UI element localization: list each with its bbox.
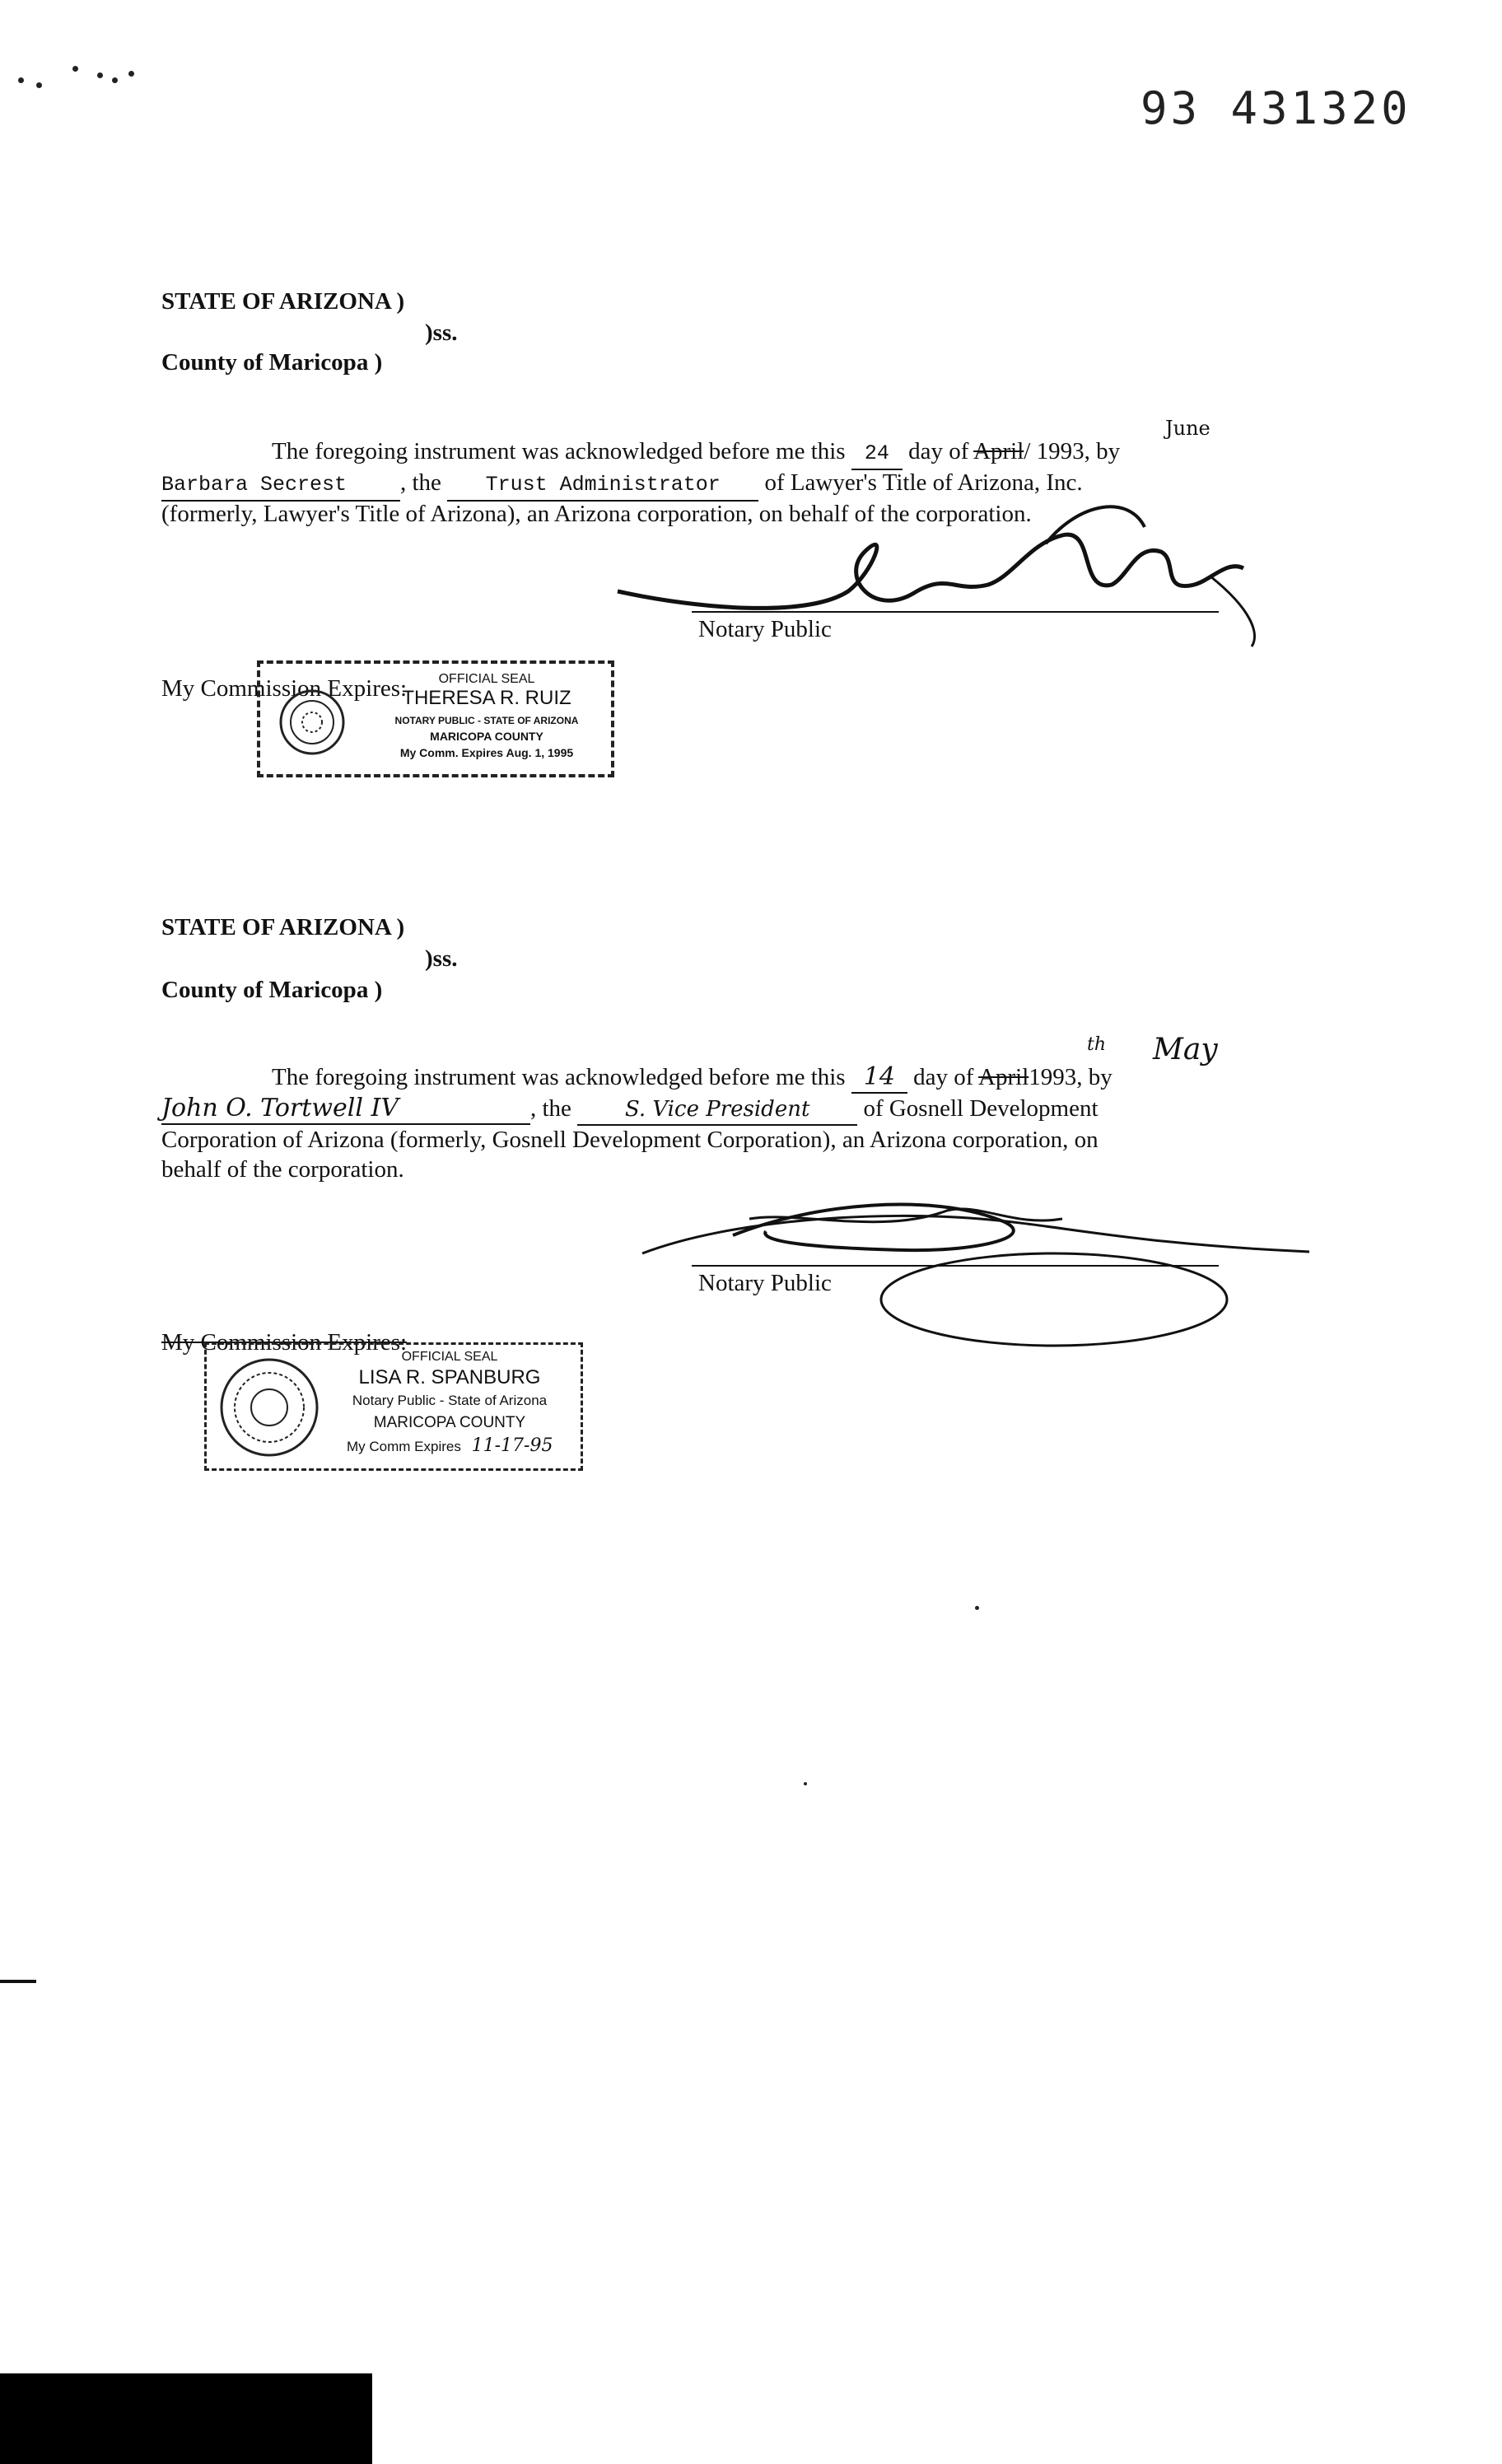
scan-speck bbox=[804, 1782, 807, 1785]
ack-text: The foregoing instrument was acknowledged before me this bbox=[272, 438, 846, 464]
scan-edge-mark bbox=[0, 1980, 36, 1983]
ack-line-3: (formerly, Lawyer's Title of Arizona), an Arizona corporation, on behalf of the corporation. bbox=[161, 501, 1032, 527]
commission-expires-label-1: My Commission Expires: bbox=[161, 675, 408, 702]
signer-title-field-2: S. Vice President bbox=[577, 1094, 857, 1126]
month-inserted: June bbox=[1165, 417, 1210, 440]
state-caption: STATE OF ARIZONA ) bbox=[161, 288, 405, 315]
ack-line-2-1 bbox=[272, 1062, 1113, 1094]
scan-black-bar bbox=[0, 2373, 372, 2464]
the-text-2: , the bbox=[530, 1095, 571, 1122]
notary-signature-line-2 bbox=[692, 1265, 1219, 1267]
state-caption-2: STATE OF ARIZONA ) bbox=[161, 914, 405, 940]
seal-title-1: OFFICIAL SEAL bbox=[438, 672, 535, 686]
scan-speck bbox=[36, 82, 42, 88]
month-inserted-2: May bbox=[1153, 1033, 1218, 1066]
ack-line-2-3: Corporation of Arizona (formerly, Gosnell Development Corporation), an Arizona corporation, on bbox=[161, 1127, 1099, 1153]
notary-signature-line-1 bbox=[692, 611, 1219, 613]
notary-public-label-1: Notary Public bbox=[698, 616, 832, 642]
county-caption: County of Maricopa ) bbox=[161, 349, 383, 376]
seal-title-2: OFFICIAL SEAL bbox=[401, 1350, 498, 1364]
month-struck-2: April bbox=[978, 1064, 1029, 1090]
company-text-2: of Gosnell Development bbox=[863, 1095, 1099, 1122]
company-text: of Lawyer's Title of Arizona, Inc. bbox=[764, 469, 1083, 496]
day-suffix-2: th bbox=[1087, 1034, 1107, 1055]
seal-name-2: LISA R. SPANBURG bbox=[358, 1366, 541, 1388]
commission-expires-label-2: My Commission Expires: bbox=[161, 1329, 408, 1356]
seal-expiry-date-2: 11-17-95 bbox=[471, 1435, 553, 1456]
county-caption-2: County of Maricopa ) bbox=[161, 977, 383, 1003]
ack-line-2-2 bbox=[161, 1094, 1099, 1126]
seal-comm-expires-2: My Comm Expires bbox=[347, 1439, 461, 1454]
ack-text-2: The foregoing instrument was acknowledged before me this bbox=[272, 1064, 846, 1090]
ack-line-1 bbox=[272, 436, 1120, 470]
ack-line-2-4: behalf of the corporation. bbox=[161, 1156, 404, 1183]
ss-caption-2: )ss. bbox=[425, 945, 458, 972]
seal-line-1c: My Comm. Expires Aug. 1, 1995 bbox=[399, 746, 574, 759]
seal-line-2a: Notary Public - State of Arizona bbox=[352, 1393, 548, 1408]
document-number: 93 431320 bbox=[1140, 82, 1411, 134]
notary-seal-emblem-1 bbox=[278, 688, 346, 756]
signer-name-field: Barbara Secrest bbox=[161, 470, 400, 502]
seal-line-1b: MARICOPA COUNTY bbox=[430, 730, 543, 743]
day-field-2: 14 bbox=[851, 1062, 907, 1094]
ss-caption: )ss. bbox=[425, 320, 458, 346]
scan-speck bbox=[97, 72, 103, 78]
scan-speck bbox=[112, 77, 118, 83]
scan-speck bbox=[975, 1606, 979, 1610]
month-struck: April bbox=[973, 438, 1024, 464]
seal-line-1a: NOTARY PUBLIC - STATE OF ARIZONA bbox=[394, 715, 579, 726]
notary-seal-emblem-2 bbox=[218, 1356, 320, 1458]
day-field: 24 bbox=[851, 439, 903, 470]
year-text: / 1993, by bbox=[1024, 438, 1121, 464]
day-of-text-2: day of bbox=[913, 1064, 974, 1090]
scan-speck bbox=[72, 66, 78, 72]
signer-name-field-2: John O. Tortwell IV bbox=[161, 1094, 530, 1125]
signer-title-field: Trust Administrator bbox=[447, 470, 758, 502]
notary-public-label-2: Notary Public bbox=[698, 1270, 832, 1296]
scan-speck bbox=[128, 71, 134, 77]
day-of-text: day of bbox=[908, 438, 969, 464]
the-text: , the bbox=[400, 469, 441, 496]
seal-line-2b: MARICOPA COUNTY bbox=[373, 1414, 526, 1431]
seal-line-2c bbox=[330, 1435, 569, 1456]
year-text-2: 1993, by bbox=[1029, 1064, 1113, 1090]
seal-name-1: THERESA R. RUIZ bbox=[402, 687, 571, 709]
notary-seal-2 bbox=[204, 1342, 583, 1471]
notary-seal-1 bbox=[257, 660, 614, 777]
scan-speck bbox=[18, 77, 24, 83]
